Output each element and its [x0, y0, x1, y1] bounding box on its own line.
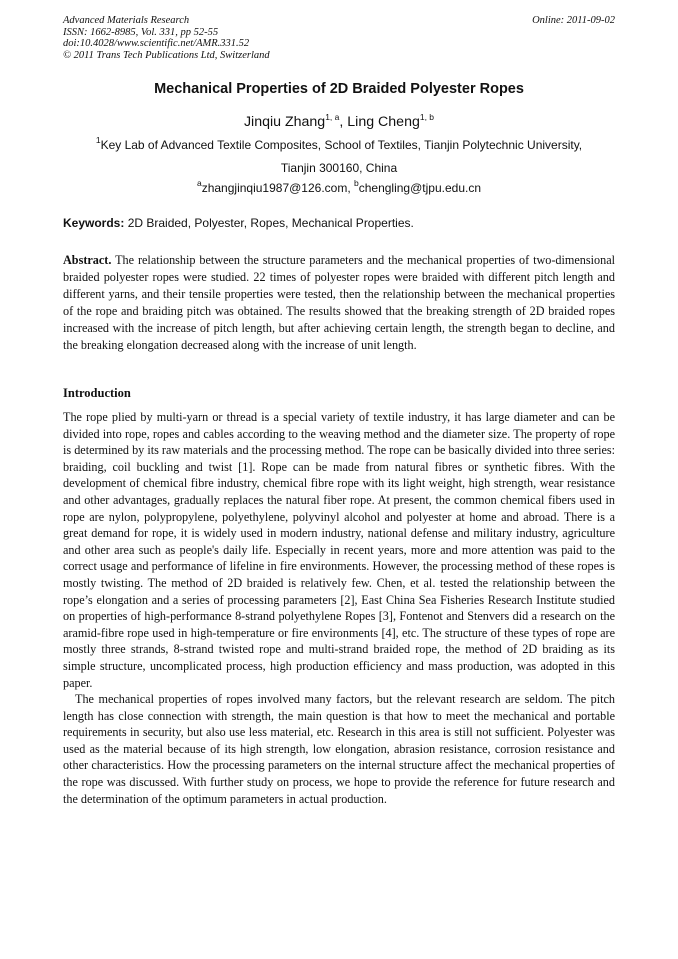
section-heading: Introduction: [63, 386, 131, 400]
body-paragraph: The mechanical properties of ropes involved many factors, but the relevant research are seldom. The pitch length has close connection with strength, the main question is that how to meet the mechanical and portable requirements in security, but also use less material, etc. Research in this area is still not sufficient. Polyester was used as the material because of its high strength, low elongation, abrasion resistance, corrosion resistance and other characteristics. How the processing parameters on the internal structure affect the mechanical properties of the rope was discussed. With further study on process, we hope to provide the reference for future research and the determination of the optimum parameters in actual production.: [63, 692, 615, 806]
affiliation-mark: 1: [95, 135, 101, 145]
affiliation-text: Key Lab of Advanced Textile Composites, School of Textiles, Tianjin Polytechnic University,: [100, 138, 583, 152]
journal-doi: doi:10.4028/www.scientific.net/AMR.331.52: [63, 38, 250, 50]
abstract: [63, 252, 615, 355]
author-separator: ,: [339, 114, 348, 130]
author-name: Ling Cheng: [347, 114, 420, 130]
keywords-label: Keywords:: [63, 216, 125, 230]
author-affiliation-mark: 1, a: [325, 112, 340, 122]
keywords-text: 2D Braided, Polyester, Ropes, Mechanical Properties.: [124, 216, 414, 230]
author-emails: [0, 178, 678, 195]
journal-issn: ISSN: 1662-8985, Vol. 331, pp 52-55: [63, 26, 219, 38]
abstract-text: The relationship between the structure parameters and the mechanical properties of two-dimensional braided polyester ropes were studied. 22 times of polyester ropes were braided with different pitch length and different yarns, and their tensile properties were tested, then the relationship between the mechanical properties of the rope and braiding pitch was obtained. The results showed that the breaking strength of 2D braided ropes increased with the increase of pitch length, but after achieving certain length, the strength began to decline, and the breaking elongation decreased along with the increase of unit length.: [63, 253, 615, 353]
author-list: [0, 114, 678, 130]
online-date: Online: 2011-09-02: [532, 15, 615, 26]
introduction-body: [63, 409, 615, 807]
email-link[interactable]: chengling@tjpu.edu.cn: [358, 181, 482, 195]
author-affiliation-mark: 1, b: [419, 112, 435, 122]
abstract-label: Abstract.: [63, 253, 112, 267]
email-link[interactable]: zhangjinqiu1987@126.com,: [201, 181, 354, 195]
author-name: Jinqiu Zhang: [243, 114, 326, 130]
journal-header: [63, 15, 615, 61]
journal-copyright: © 2011 Trans Tech Publications Ltd, Switzerland: [63, 49, 270, 61]
journal-name: Advanced Materials Research: [63, 15, 190, 26]
paper-title: Mechanical Properties of 2D Braided Polyester Ropes: [154, 81, 524, 97]
email-mark: a: [196, 178, 202, 188]
affiliation-city: Tianjin 300160, China: [280, 161, 398, 175]
email-mark: b: [354, 178, 359, 188]
keywords: [63, 216, 615, 230]
body-paragraph: The rope plied by multi-yarn or thread is a special variety of textile industry, it has large diameter and can be divided into rope, ropes and cables according to the weaving method and the diameter size. The property of rope is determined by its raw materials and the processing method. The rope can be basically divided into three series: braiding, coil buckling and twist [1]. Rope can be made from natural fibres or synthetic fibres. With the development of chemical fibre industry, chemical fibre rope with its light weight, high strength, wear resistance and other advantages, gradually replaces the natural fiber rope. At present, the common chemical fibers used in rope are nylon, polypropylene, polyethylene, polyvinyl alcohol and polyester at home and abroad. There is a great demand for rope, it is widely used in modern industry, national defense and military industry, agriculture and other area such as people's daily life. Especially in recent years, more and more attention was paid to the correct usage and performance of lifeline in fire environments. However, the processing method of these ropes is mostly twisting. The method of 2D braided is relatively few. Chen, et al. tested the relationship between the rope’s elongation and a series of processing parameters [2], East China Sea Fisheries Research Institute studied on properties of high-performance 8-strand polyethylene Ropes [3], Fontenot and Stenvers did a research on the aramid-fibre rope used in high-temperature or fire environments [4], etc. The structure of these types of rope are mostly three strands, 8-strand twisted rope and multi-strand braided rope, the method of 2D braiding as its simple structure, uncomplicated process, high production efficiency and mass production, was adopted in this paper.: [63, 410, 615, 690]
affiliation-line: [0, 135, 678, 152]
